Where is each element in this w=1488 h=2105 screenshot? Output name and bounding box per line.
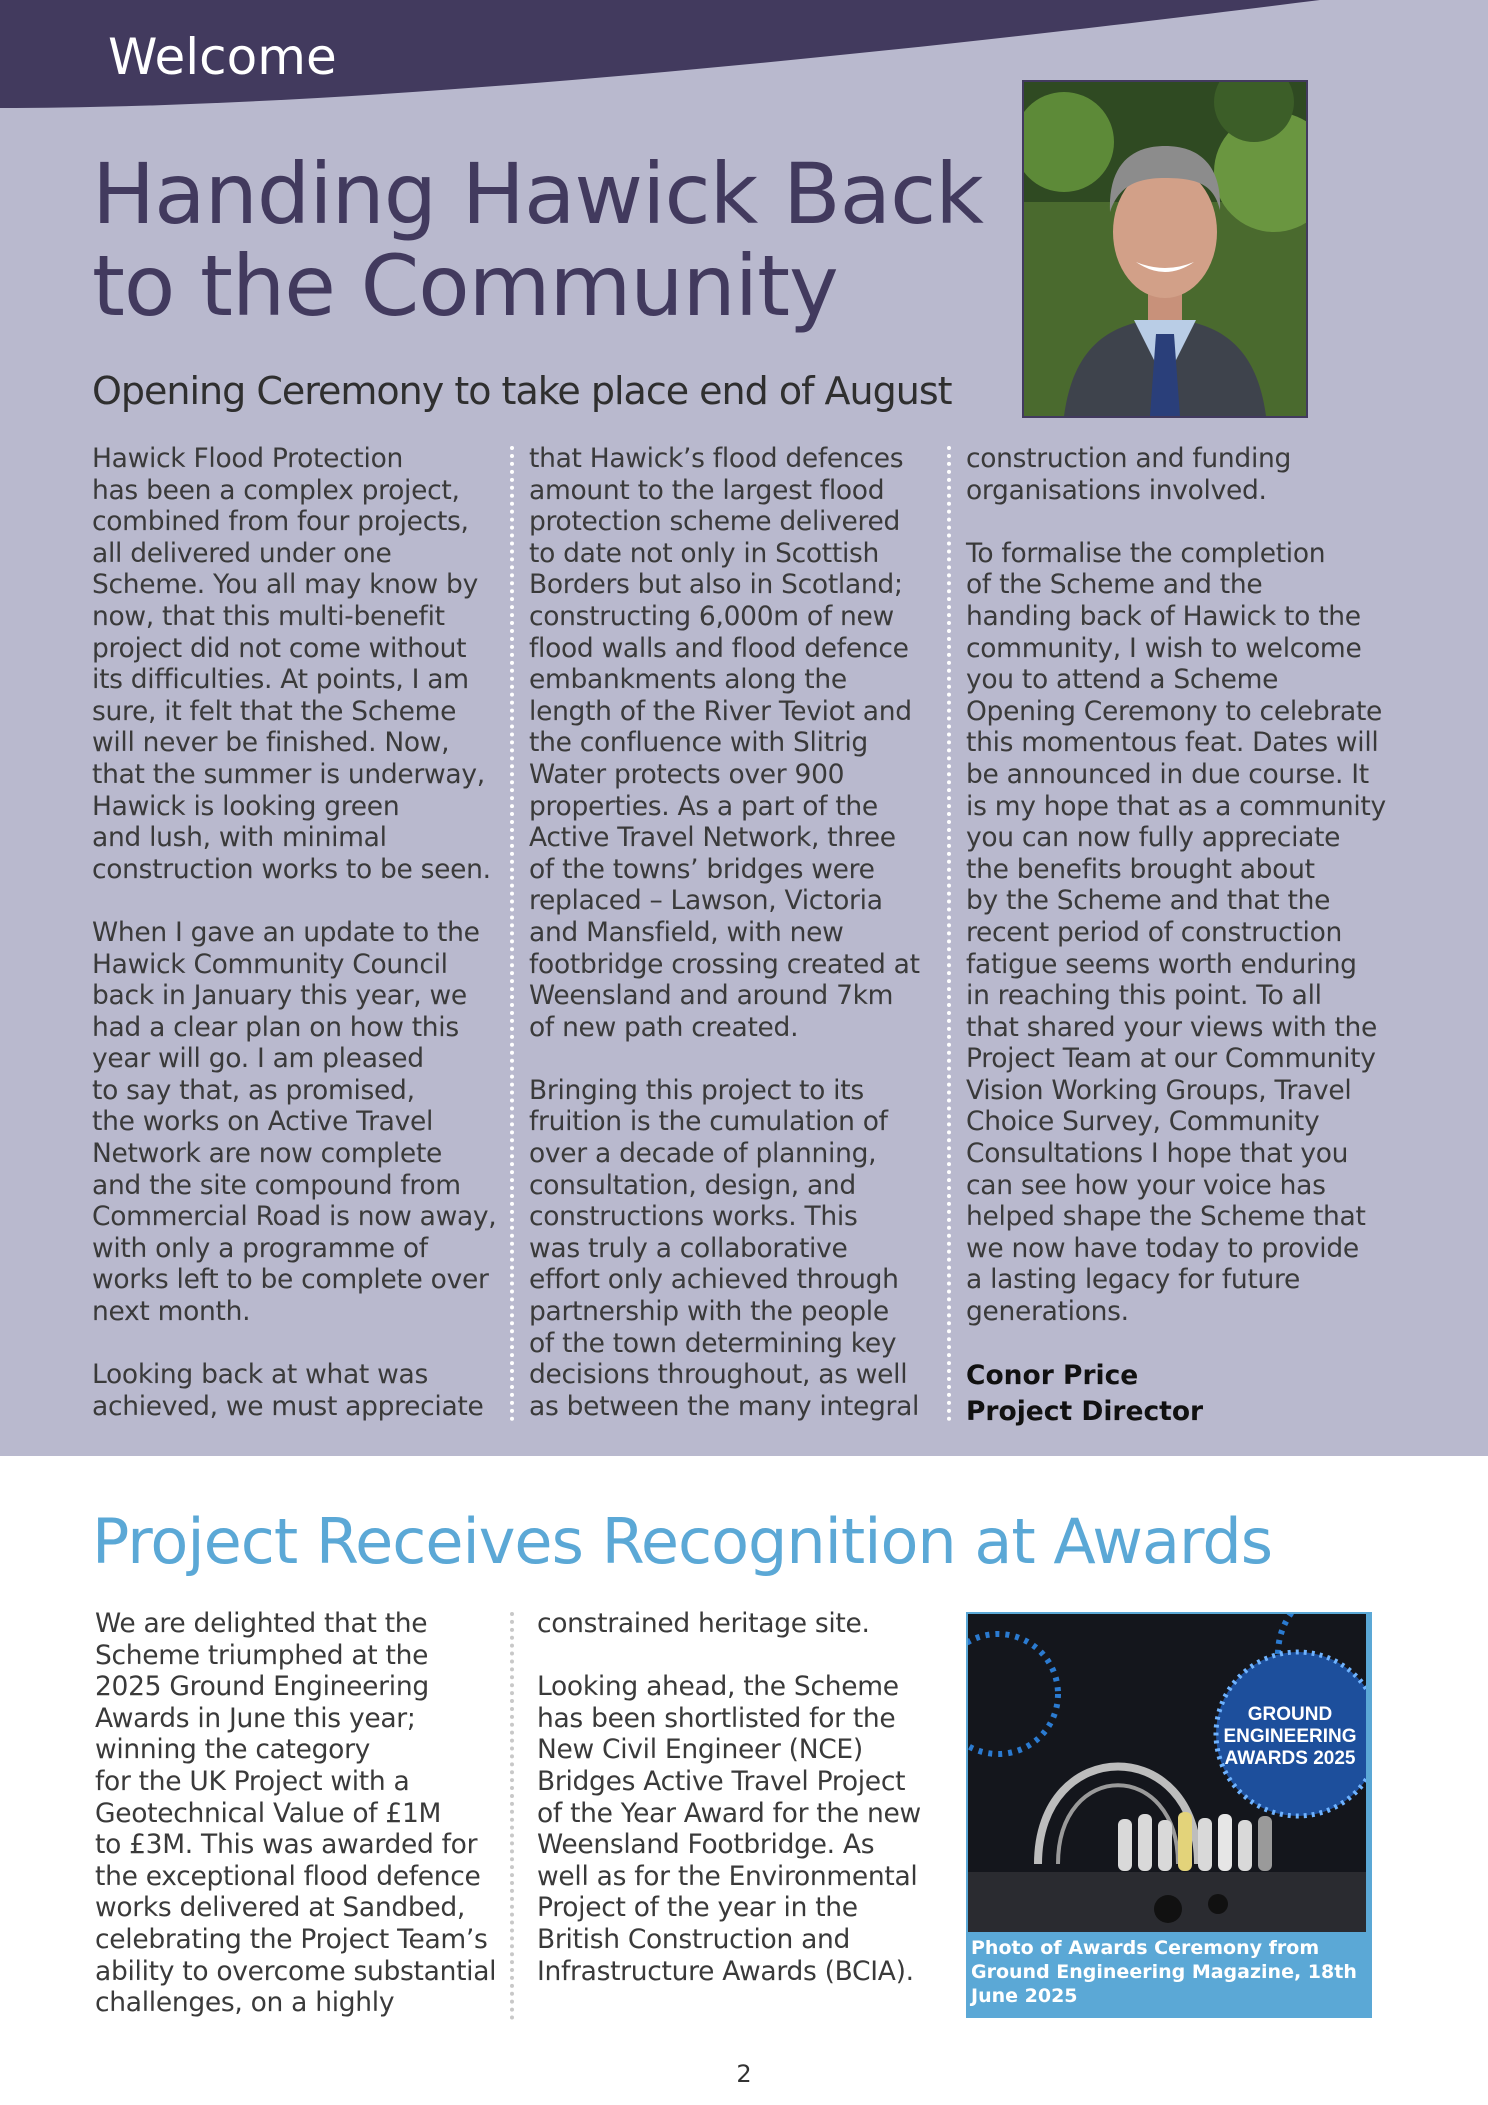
awards-photo-figure (966, 1612, 1372, 2018)
column-divider (510, 446, 514, 1422)
section-label: Welcome (108, 28, 337, 86)
signature-title: Project Director (966, 1396, 1204, 1427)
awards-ceremony-photo (968, 1614, 1366, 1932)
subheadline: Opening Ceremony to take place end of August (92, 369, 952, 413)
awards-heading: Project Receives Recognition at Awards (92, 1505, 1273, 1578)
article-column-2: that Hawick’s flood defences amount to the largest flood protection scheme delivered to date not only in Scottish Borders but also in Scotland; constructing 6,000m of new flood walls and flood defence embankments along the length of the River Teviot and the confluence with Slitrig Water protects over 900 properties. As a part of the Active Travel Network, three of the towns’ bridges were replaced – Lawson, Victoria and Mansfield, with new footbridge crossing created at Weensland and around 7km of new path created. Bringing this project to its fruition is the cumulation of over a decade of planning, consultation, design, and constructions works. This was truly a collaborative effort only achieved through partnership with the people of the town determining key decisions throughout, as well as between the many integral (529, 443, 920, 1422)
photo-caption: Photo of Awards Ceremony from Ground Engineering Magazine, 18th June 2025 (971, 1937, 1357, 2007)
column-divider (947, 446, 951, 1422)
page-title: Handing Hawick Back to the Community (92, 145, 983, 335)
photo-screen-line-3: AWARDS 2025 (1224, 1748, 1356, 1769)
signature-name: Conor Price (966, 1360, 1139, 1391)
photo-screen-line-1: GROUND (1247, 1704, 1333, 1725)
column-divider (510, 1612, 514, 2020)
page-number: 2 (736, 2060, 752, 2088)
article-column-1: Hawick Flood Protection has been a complex project, combined from four projects, all delivered under one Scheme. You all may know by now, that this multi-benefit project did not come without its difficulties. At points, I am sure, it felt that the Scheme will never be finished. Now, that the summer is underway, Hawick is looking green and lush, with minimal construction works to be seen. When I gave an update to the Hawick Community Council back in January this year, we had a clear plan on how this year will go. I am pleased to say that, as promised, the works on Active Travel Network are now complete and the site compound from Commercial Road is now away, with only a programme of works left to be complete over next month. Looking back at what was achieved, we must appreciate (92, 443, 497, 1422)
portrait-photo (1022, 80, 1308, 418)
awards-column-1: We are delighted that the Scheme triumphed at the 2025 Ground Engineering Awards in June this year; winning the category for the UK Project with a Geotechnical Value of £1M to £3M. This was awarded for the exceptional flood defence works delivered at Sandbed, celebrating the Project Team’s ability to overcome substantial challenges, on a highly (95, 1608, 497, 2019)
signature (966, 1358, 1203, 1430)
photo-screen-line-2: ENGINEERING (1223, 1726, 1357, 1747)
article-column-3: construction and funding organisations involved. To formalise the completion of the Scheme and the handing back of Hawick to the community, I wish to welcome you to attend a Scheme Opening Ceremony to celebrate this momentous feat. Dates will be announced in due course. It is my hope that as a community you can now fully appreciate the benefits brought about by the Scheme and that the recent period of construction fatigue seems worth enduring in reaching this point. To all that shared your views with the Project Team at our Community Vision Working Groups, Travel Choice Survey, Community Consultations I hope that you can see how your voice has helped shape the Scheme that we now have today to provide a lasting legacy for future generations. (966, 443, 1386, 1328)
awards-column-2: constrained heritage site. Looking ahead, the Scheme has been shortlisted for the New Civil Engineer (NCE) Bridges Active Travel Project of the Year Award for the new Weensland Footbridge. As well as for the Environmental Project of the year in the British Construction and Infrastructure Awards (BCIA). (537, 1608, 921, 1987)
